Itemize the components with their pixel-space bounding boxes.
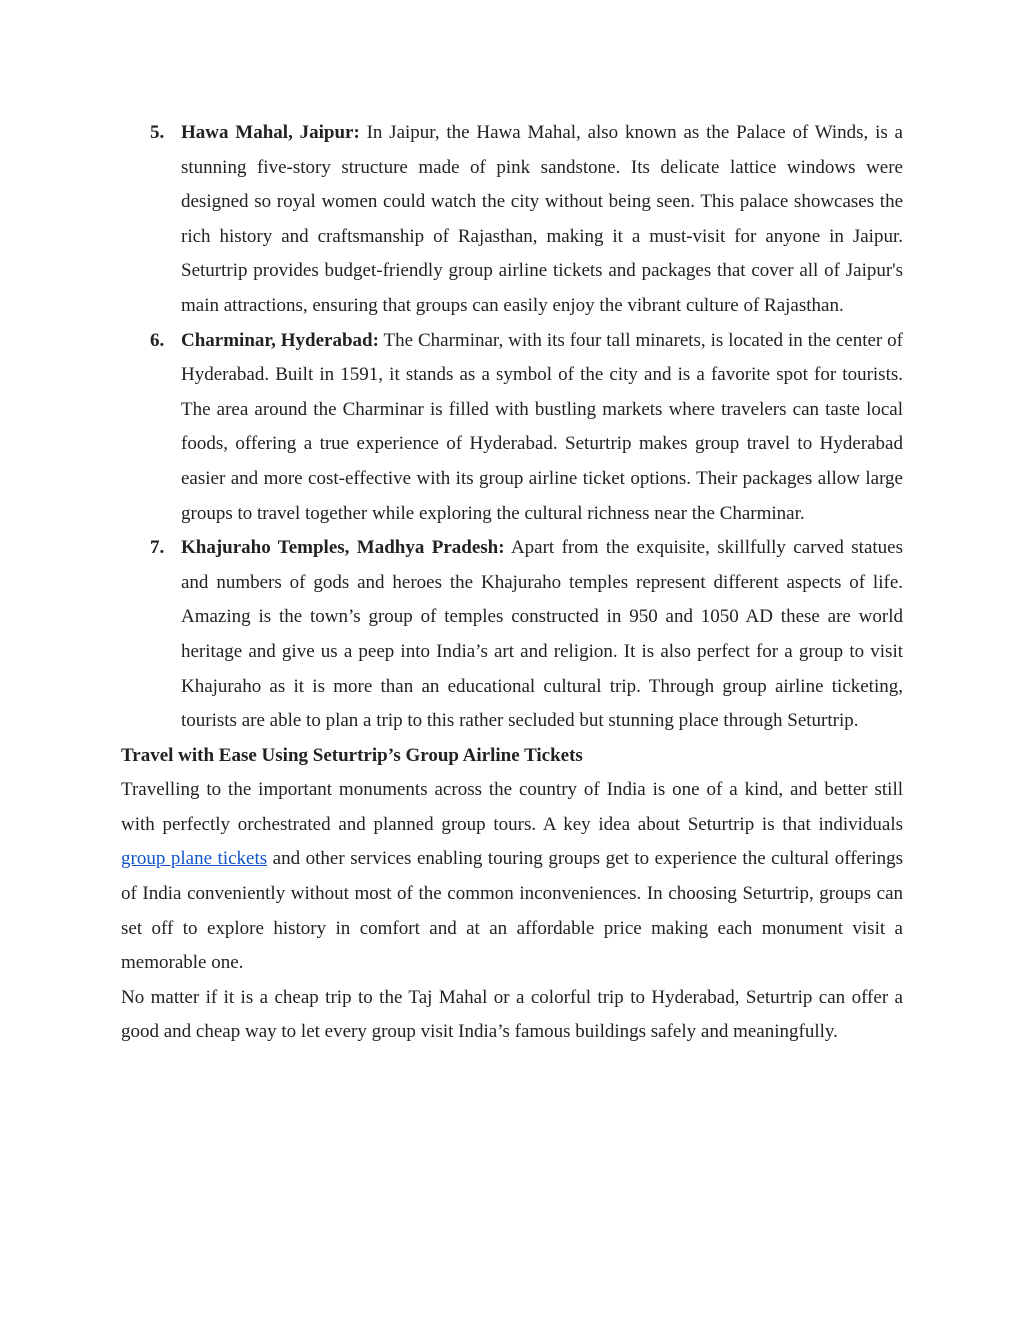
- body-paragraph: [121, 981, 903, 1050]
- group-plane-tickets-link[interactable]: group plane tickets: [121, 848, 268, 870]
- paragraph-text: Travelling to the important monuments across the country of India is one of a kind, and better still with perfectly orchestrated and planned group tours. A key idea about Seturtrip is that individuals: [121, 779, 903, 835]
- list-item-title: Hawa Mahal, Jaipur:: [181, 122, 360, 143]
- body-paragraph: [121, 773, 903, 981]
- paragraph-text: and other services enabling touring groups get to experience the cultural offerings of India conveniently without most of the common inconveniences. In choosing Seturtrip, groups can set off to explore history in comfort and at an affordable price making each monument visit a memorable one.: [121, 848, 903, 974]
- list-item-title: Charminar, Hyderabad:: [181, 329, 379, 351]
- list-item-text: Apart from the exquisite, skillfully carved statues and numbers of gods and heroes the Khajuraho temples represent different aspects of life. Amazing is the town’s group of temples constructed in 950 and 1050 AD these are world heritage and give us a peep into India’s art and religion. It is also perfect for a group to visit Khajuraho as it is more than an educational cultural trip. Through group airline ticketing, tourists are able to plan a trip to this rather secluded but stunning place through Seturtrip.: [181, 537, 903, 732]
- list-item: [121, 116, 903, 324]
- list-item-number: 5.: [150, 122, 165, 143]
- list-item-title: Khajuraho Temples, Madhya Pradesh:: [181, 537, 505, 559]
- section-heading: Travel with Ease Using Seturtrip’s Group Airline Tickets: [121, 744, 583, 766]
- list-item: [121, 531, 903, 739]
- list-item-number: 6.: [150, 329, 165, 351]
- paragraph-text: No matter if it is a cheap trip to the Taj Mahal or a colorful trip to Hyderabad, Seturtrip can offer a good and cheap way to let every group visit India’s famous buildings safely and meaningfully.: [121, 986, 903, 1043]
- list-item-text: In Jaipur, the Hawa Mahal, also known as the Palace of Winds, is a stunning five-story structure made of pink sandstone. Its delicate lattice windows were designed so royal women could watch the city without being seen. This palace showcases the rich history and craftsmanship of Rajasthan, making it a must-visit for anyone in Jaipur. Seturtrip provides budget-friendly group airline tickets and packages that cover all of Jaipur's main attractions, ensuring that groups can easily enjoy the vibrant culture of Rajasthan.: [181, 122, 903, 316]
- monument-list: [121, 116, 903, 739]
- document-page: [121, 116, 903, 1050]
- list-item: [121, 324, 903, 532]
- list-item-number: 7.: [150, 537, 165, 559]
- list-item-text: The Charminar, with its four tall minarets, is located in the center of Hyderabad. Built in 1591, it stands as a symbol of the city and is a favorite spot for tourists. The area around the Charminar is filled with bustling markets where travelers can taste local foods, offering a true experience of Hyderabad. Seturtrip makes group travel to Hyderabad easier and more cost-effective with its group airline ticket options. Their packages allow large groups to travel together while exploring the cultural richness near the Charminar.: [181, 329, 903, 524]
